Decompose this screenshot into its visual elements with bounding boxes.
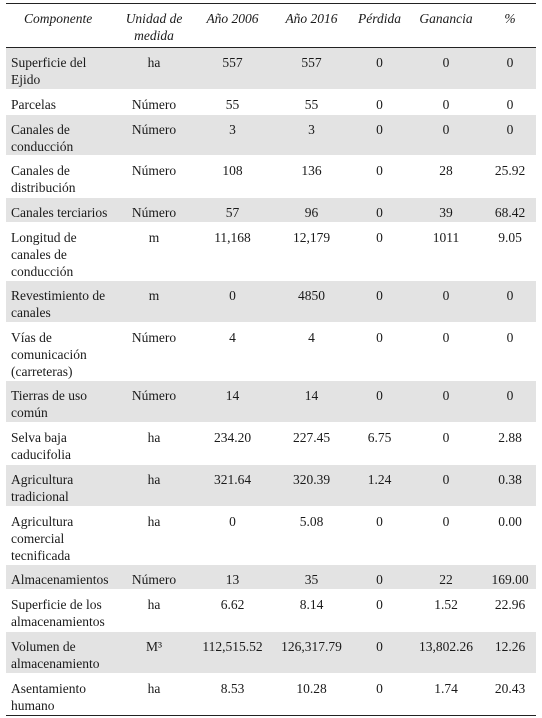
- cell-porcentaje: 0: [506, 330, 514, 345]
- cell-ganancia: 0: [442, 330, 450, 345]
- cell-ano-2016: 96: [272, 198, 351, 223]
- cell-unidad: m: [115, 281, 193, 323]
- header-perdida: Pérdida: [358, 11, 401, 26]
- header-row: [6, 4, 536, 48]
- table-row: [6, 281, 536, 323]
- cell-perdida: 0: [376, 163, 383, 178]
- table-row: [6, 223, 536, 281]
- cell-ganancia: 0: [442, 97, 450, 112]
- table-row: [6, 198, 536, 223]
- table-row: [6, 115, 536, 156]
- cell-ano-2006: 6.62: [220, 597, 245, 612]
- cell-ganancia: 0: [408, 465, 484, 507]
- cell-componente: Superficie del Ejido: [6, 48, 115, 90]
- cell-ganancia: 0: [408, 48, 484, 90]
- cell-porcentaje: 68.42: [484, 198, 536, 223]
- cell-componente: Revestimiento de canales: [6, 281, 115, 323]
- cell-perdida: 0: [351, 632, 408, 674]
- cell-ano-2006: 0: [229, 514, 236, 529]
- cell-unidad: Número: [131, 330, 177, 345]
- cell-componente: Longitud de canales de conducción: [11, 230, 77, 279]
- cell-ano-2006: 112,515.52: [193, 632, 272, 674]
- cell-ano-2006: 57: [193, 198, 272, 223]
- cell-componente: Parcelas: [11, 97, 56, 112]
- table-row: [6, 507, 536, 565]
- cell-ano-2006: 8.53: [220, 681, 245, 696]
- cell-perdida: 0: [376, 330, 383, 345]
- cell-ano-2016: 14: [272, 381, 351, 423]
- cell-porcentaje: 2.88: [498, 430, 522, 445]
- cell-porcentaje: 0: [484, 381, 536, 423]
- cell-componente: Vías de comunicación (carreteras): [11, 330, 87, 379]
- cell-porcentaje: 9.05: [498, 230, 522, 245]
- cell-porcentaje: 25.92: [494, 163, 526, 178]
- cell-ano-2016: 227.45: [292, 430, 331, 445]
- cell-unidad: ha: [115, 465, 193, 507]
- header-ganancia: Ganancia: [419, 11, 473, 26]
- cell-porcentaje: 12.26: [484, 632, 536, 674]
- cell-porcentaje: 0: [484, 281, 536, 323]
- cell-ano-2006: 557: [193, 48, 272, 90]
- cell-componente: Agricultura tradicional: [6, 465, 115, 507]
- cell-ganancia: 0: [408, 115, 484, 156]
- cell-ganancia: 39: [408, 198, 484, 223]
- cell-unidad: Número: [131, 97, 177, 112]
- cell-componente: Selva baja caducifolia: [11, 430, 71, 462]
- cell-ano-2006: 4: [229, 330, 236, 345]
- cell-ano-2016: 136: [301, 163, 322, 178]
- cell-perdida: 0: [376, 514, 383, 529]
- cell-ano-2016: 320.39: [272, 465, 351, 507]
- header-ano-2016: Año 2016: [285, 11, 338, 26]
- cell-ano-2016: 55: [304, 97, 319, 112]
- cell-unidad: ha: [147, 514, 161, 529]
- cell-componente: Canales de distribución: [11, 163, 76, 195]
- header-ano-2006: Año 2006: [206, 11, 259, 26]
- cell-ganancia: 22: [408, 565, 484, 590]
- cell-unidad: Número: [115, 565, 193, 590]
- cell-unidad: ha: [115, 48, 193, 90]
- cell-unidad: Número: [115, 115, 193, 156]
- cell-porcentaje: 0: [506, 97, 514, 112]
- cell-ano-2006: 0: [193, 281, 272, 323]
- cell-unidad: Número: [131, 163, 177, 178]
- cell-ano-2016: 126,317.79: [272, 632, 351, 674]
- cell-unidad: M³: [115, 632, 193, 674]
- cell-perdida: 0: [376, 97, 383, 112]
- cell-porcentaje: 0.00: [498, 514, 522, 529]
- cell-ano-2006: 11,168: [214, 230, 251, 245]
- cell-ano-2006: 55: [225, 97, 240, 112]
- cell-ano-2016: 4: [308, 330, 315, 345]
- cell-componente: Tierras de uso común: [6, 381, 115, 423]
- cell-unidad: Número: [115, 198, 193, 223]
- cell-unidad: ha: [147, 430, 161, 445]
- cell-perdida: 0: [351, 565, 408, 590]
- cell-perdida: 0: [351, 48, 408, 90]
- table-row: [6, 465, 536, 507]
- cell-ganancia: 0: [442, 514, 450, 529]
- cell-ano-2006: 13: [193, 565, 272, 590]
- cell-componente: Canales de conducción: [6, 115, 115, 156]
- cell-ano-2016: 12,179: [292, 230, 331, 245]
- table-row: [6, 565, 536, 590]
- cell-ano-2006: 321.64: [193, 465, 272, 507]
- header-componente: Componente: [24, 11, 93, 26]
- table-row: [6, 381, 536, 423]
- cell-ano-2016: 35: [272, 565, 351, 590]
- cell-ganancia: 1.74: [434, 681, 458, 696]
- cell-perdida: 0: [376, 681, 383, 696]
- cell-ano-2006: 108: [222, 163, 243, 178]
- cell-ano-2016: 10.28: [296, 681, 327, 696]
- header-unidad-de-medida: Unidad de medida: [125, 11, 183, 43]
- cell-ano-2016: 3: [272, 115, 351, 156]
- cell-perdida: 0: [351, 281, 408, 323]
- cell-porcentaje: 169.00: [484, 565, 536, 590]
- cell-ano-2016: 5.08: [299, 514, 324, 529]
- cell-ano-2006: 14: [193, 381, 272, 423]
- table-row: [6, 90, 536, 115]
- cell-porcentaje: 0: [484, 115, 536, 156]
- cell-porcentaje: 0: [484, 48, 536, 90]
- cell-perdida: 0: [351, 198, 408, 223]
- cell-ano-2016: 557: [272, 48, 351, 90]
- cell-ano-2006: 234.20: [213, 430, 252, 445]
- cell-componente: Canales terciarios: [6, 198, 115, 223]
- cell-ganancia: 0: [442, 430, 450, 445]
- table-row: [6, 323, 536, 381]
- cell-ano-2006: 3: [193, 115, 272, 156]
- cell-unidad: ha: [147, 597, 161, 612]
- table-row: [6, 48, 536, 90]
- cell-componente: Agricultura comercial tecnificada: [11, 514, 74, 563]
- cell-porcentaje: 0.38: [484, 465, 536, 507]
- cell-perdida: 0: [376, 230, 383, 245]
- cell-ano-2016: 4850: [272, 281, 351, 323]
- table-row: [6, 674, 536, 716]
- cell-perdida: 0: [351, 115, 408, 156]
- cell-porcentaje: 22.96: [494, 597, 526, 612]
- cell-porcentaje: 20.43: [494, 681, 526, 696]
- data-table: [6, 3, 536, 716]
- cell-ganancia: 1.52: [434, 597, 458, 612]
- cell-componente: Superficie de los almacenamientos: [11, 597, 105, 629]
- cell-perdida: 0: [351, 381, 408, 423]
- cell-ano-2016: 8.14: [299, 597, 324, 612]
- cell-ganancia: 13,802.26: [408, 632, 484, 674]
- cell-ganancia: 1011: [432, 230, 460, 245]
- cell-unidad: m: [148, 230, 160, 245]
- cell-ganancia: 0: [408, 381, 484, 423]
- cell-ganancia: 0: [408, 281, 484, 323]
- cell-unidad: Número: [115, 381, 193, 423]
- cell-perdida: 1.24: [351, 465, 408, 507]
- table-row: [6, 590, 536, 632]
- cell-componente: Almacenamientos: [6, 565, 115, 590]
- cell-ganancia: 28: [439, 163, 453, 178]
- header-porcentaje: %: [504, 11, 516, 26]
- cell-componente: Asentamiento humano: [11, 681, 86, 713]
- table-row: [6, 156, 536, 198]
- table-row: [6, 632, 536, 674]
- cell-unidad: ha: [147, 681, 161, 696]
- cell-perdida: 6.75: [367, 430, 392, 445]
- table-row: [6, 423, 536, 465]
- cell-componente: Volumen de almacenamiento: [6, 632, 115, 674]
- cell-perdida: 0: [376, 597, 383, 612]
